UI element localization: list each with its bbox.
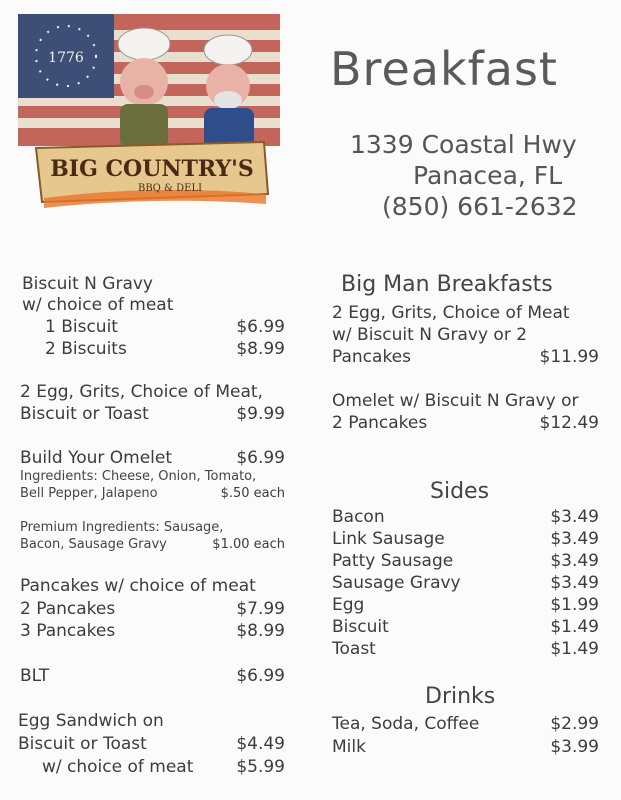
price-egg-grits: $9.99 — [236, 404, 285, 424]
address-line1: 1339 Coastal Hwy — [350, 130, 577, 159]
item-egg-sandwich-l2: Biscuit or Toast — [18, 734, 147, 754]
premium-ingredients-l2: Bacon, Sausage Gravy — [20, 537, 167, 552]
item-pancakes: Pancakes w/ choice of meat — [20, 576, 256, 596]
side-name: Egg — [332, 595, 365, 615]
side-price: $3.49 — [550, 573, 599, 593]
side-name: Sausage Gravy — [332, 573, 461, 593]
item-egg-grits-l2: Biscuit or Toast — [20, 404, 149, 424]
drink-price: $2.99 — [550, 714, 599, 734]
big-man-2-l1: Omelet w/ Biscuit N Gravy or — [332, 391, 579, 411]
logo-year: 1776 — [48, 50, 84, 66]
side-price: $1.49 — [550, 639, 599, 659]
heading-big-man: Big Man Breakfasts — [341, 272, 553, 297]
item-egg-grits-l1: 2 Egg, Grits, Choice of Meat, — [20, 382, 263, 402]
side-name: Toast — [332, 639, 376, 659]
omelet-ingredients-l1: Ingredients: Cheese, Onion, Tomato, — [20, 469, 257, 484]
page-title: Breakfast — [330, 42, 558, 96]
side-price: $3.49 — [550, 529, 599, 549]
price-egg-sandwich-meat: $5.99 — [236, 757, 285, 777]
price-blt: $6.99 — [236, 666, 285, 686]
big-man-2-l2: 2 Pancakes — [332, 413, 428, 433]
big-man-1-l2: w/ Biscuit N Gravy or 2 — [332, 325, 528, 345]
price-build-omelet: $6.99 — [236, 448, 285, 468]
side-price: $1.99 — [550, 595, 599, 615]
pig-chef-left — [118, 28, 170, 148]
logo-name: BIG COUNTRY'S — [50, 156, 254, 182]
item-three-pancakes: 3 Pancakes — [20, 621, 116, 641]
side-name: Patty Sausage — [332, 551, 454, 571]
side-price: $3.49 — [550, 507, 599, 527]
heading-sides: Sides — [430, 479, 490, 504]
side-name: Link Sausage — [332, 529, 445, 549]
price-three-pancakes: $8.99 — [236, 621, 285, 641]
side-price: $1.49 — [550, 617, 599, 637]
item-two-biscuits: 2 Biscuits — [45, 339, 127, 359]
big-man-1-l1: 2 Egg, Grits, Choice of Meat — [332, 303, 570, 323]
price-two-biscuits: $8.99 — [236, 339, 285, 359]
side-name: Bacon — [332, 507, 385, 527]
item-blt: BLT — [20, 666, 50, 686]
drink-name: Milk — [332, 737, 366, 757]
item-biscuit-gravy-sub: w/ choice of meat — [22, 295, 174, 315]
item-one-biscuit: 1 Biscuit — [45, 317, 118, 337]
premium-ingredients-l1: Premium Ingredients: Sausage, — [20, 520, 224, 535]
side-name: Biscuit — [332, 617, 389, 637]
drink-name: Tea, Soda, Coffee — [332, 714, 480, 734]
price-big-man-2: $12.49 — [539, 413, 599, 433]
item-egg-sandwich-l1: Egg Sandwich on — [18, 711, 164, 731]
item-biscuit-gravy: Biscuit N Gravy — [22, 274, 153, 294]
drink-price: $3.99 — [550, 737, 599, 757]
price-ingredients: $.50 each — [220, 486, 285, 501]
pig-chef-right — [204, 35, 254, 148]
item-two-pancakes: 2 Pancakes — [20, 599, 116, 619]
price-one-biscuit: $6.99 — [236, 317, 285, 337]
logo-tagline: BBQ & DELI — [137, 183, 203, 194]
item-build-omelet: Build Your Omelet — [20, 448, 173, 468]
omelet-ingredients-l2: Bell Pepper, Jalapeno — [20, 486, 158, 501]
side-price: $3.49 — [550, 551, 599, 571]
big-countrys-logo — [14, 8, 290, 208]
big-man-1-l3: Pancakes — [332, 347, 411, 367]
phone-number: (850) 661-2632 — [382, 192, 578, 221]
price-big-man-1: $11.99 — [539, 347, 599, 367]
item-egg-sandwich-meat: w/ choice of meat — [42, 757, 194, 777]
price-premium-ingredients: $1.00 each — [212, 537, 285, 552]
heading-drinks: Drinks — [425, 684, 496, 709]
price-two-pancakes: $7.99 — [236, 599, 285, 619]
price-egg-sandwich: $4.49 — [236, 734, 285, 754]
address-line2: Panacea, FL — [413, 161, 563, 190]
